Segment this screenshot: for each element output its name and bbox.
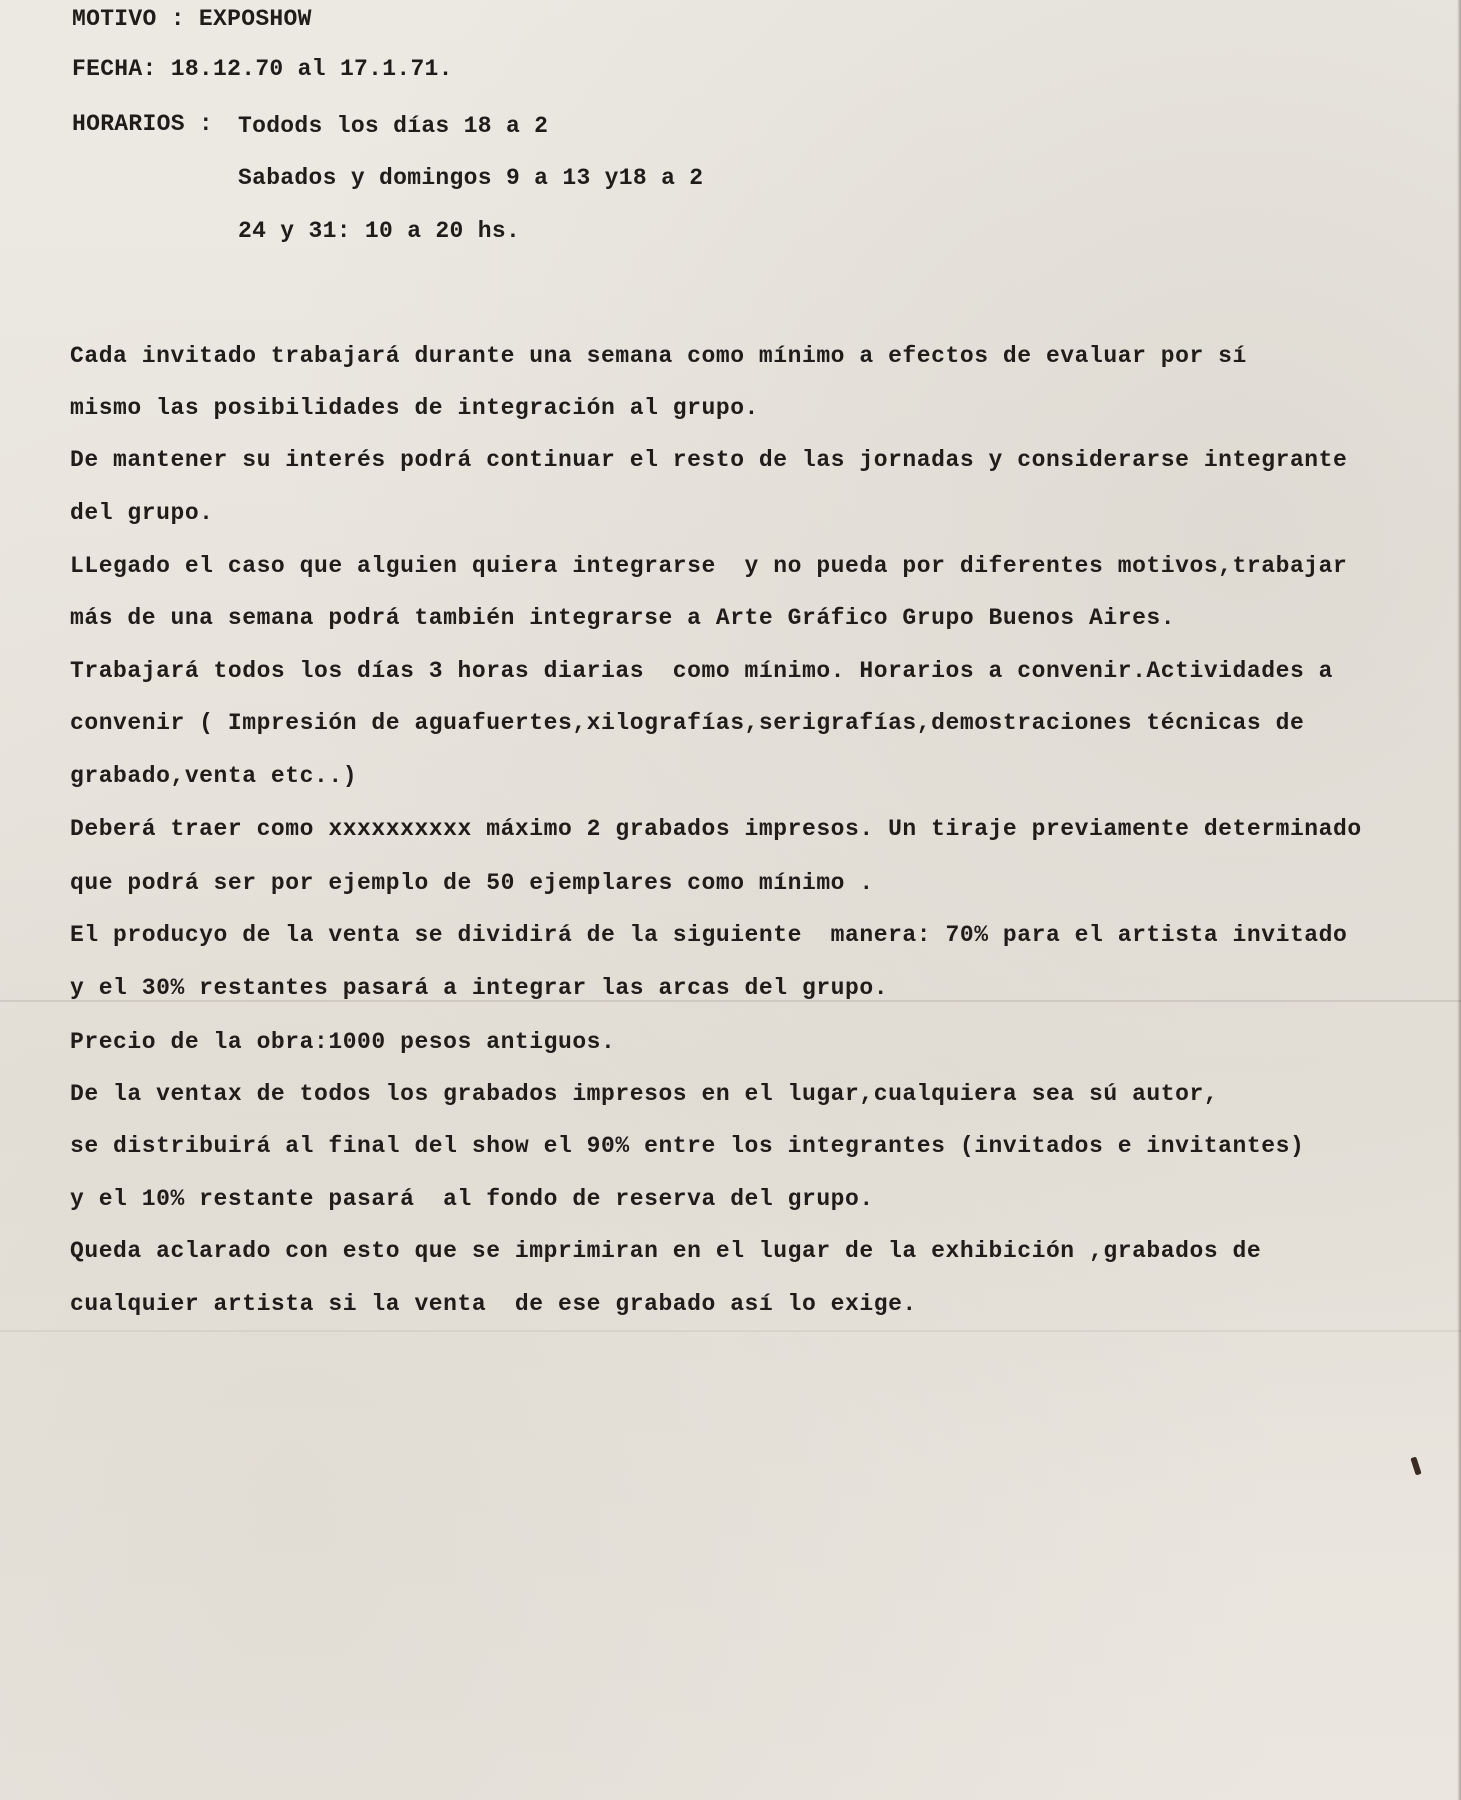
body-line-11: que podrá ser por ejemplo de 50 ejemplares como mínimo . xyxy=(70,870,874,896)
body-line-2: mismo las posibilidades de integración al grupo. xyxy=(70,395,759,421)
header-horarios-line-2: Sabados y domingos 9 a 13 y18 a 2 xyxy=(238,165,704,191)
body-line-9: grabado,venta etc..) xyxy=(70,763,358,789)
body-line-16: se distribuirá al final del show el 90% entre los integrantes (invitados e invitantes) xyxy=(70,1133,1305,1159)
body-line-6: más de una semana podrá también integrarse a Arte Gráfico Grupo Buenos Aires. xyxy=(70,605,1176,631)
header-horarios-line-1: Todods los días 18 a 2 xyxy=(238,113,549,139)
header-horarios-label: HORARIOS : xyxy=(72,111,214,137)
body-line-10: Deberá traer como xxxxxxxxxx máximo 2 grabados impresos. Un tiraje previamente determinado xyxy=(70,816,1362,842)
header-fecha: FECHA: 18.12.70 al 17.1.71. xyxy=(72,56,453,82)
body-line-12: El producyo de la venta se dividirá de la siguiente manera: 70% para el artista invitado xyxy=(70,922,1348,948)
paper-fold-line xyxy=(0,1330,1461,1332)
body-line-19: cualquier artista si la venta de ese grabado así lo exige. xyxy=(70,1291,917,1317)
body-line-7: Trabajará todos los días 3 horas diarias como mínimo. Horarios a convenir.Actividades a xyxy=(70,658,1333,684)
body-line-17: y el 10% restante pasará al fondo de reserva del grupo. xyxy=(70,1186,874,1212)
body-line-13: y el 30% restantes pasará a integrar las arcas del grupo. xyxy=(70,975,889,1001)
body-line-14: Precio de la obra:1000 pesos antiguos. xyxy=(70,1029,616,1055)
body-line-3: De mantener su interés podrá continuar el resto de las jornadas y considerarse integrante xyxy=(70,447,1348,473)
paper-edge xyxy=(1457,0,1461,1800)
body-line-5: LLegado el caso que alguien quiera integrarse y no pueda por diferentes motivos,trabajar xyxy=(70,553,1348,579)
ink-smudge xyxy=(1410,1457,1421,1476)
body-line-18: Queda aclarado con esto que se imprimiran en el lugar de la exhibición ,grabados de xyxy=(70,1238,1262,1264)
header-motivo: MOTIVO : EXPOSHOW xyxy=(72,6,312,32)
body-line-4: del grupo. xyxy=(70,500,214,526)
header-horarios-line-3: 24 y 31: 10 a 20 hs. xyxy=(238,218,521,244)
body-line-8: convenir ( Impresión de aguafuertes,xilografías,serigrafías,demostraciones técnicas de xyxy=(70,710,1305,736)
body-line-1: Cada invitado trabajará durante una semana como mínimo a efectos de evaluar por sí xyxy=(70,343,1247,369)
body-line-15: De la ventax de todos los grabados impresos en el lugar,cualquiera sea sú autor, xyxy=(70,1081,1219,1107)
